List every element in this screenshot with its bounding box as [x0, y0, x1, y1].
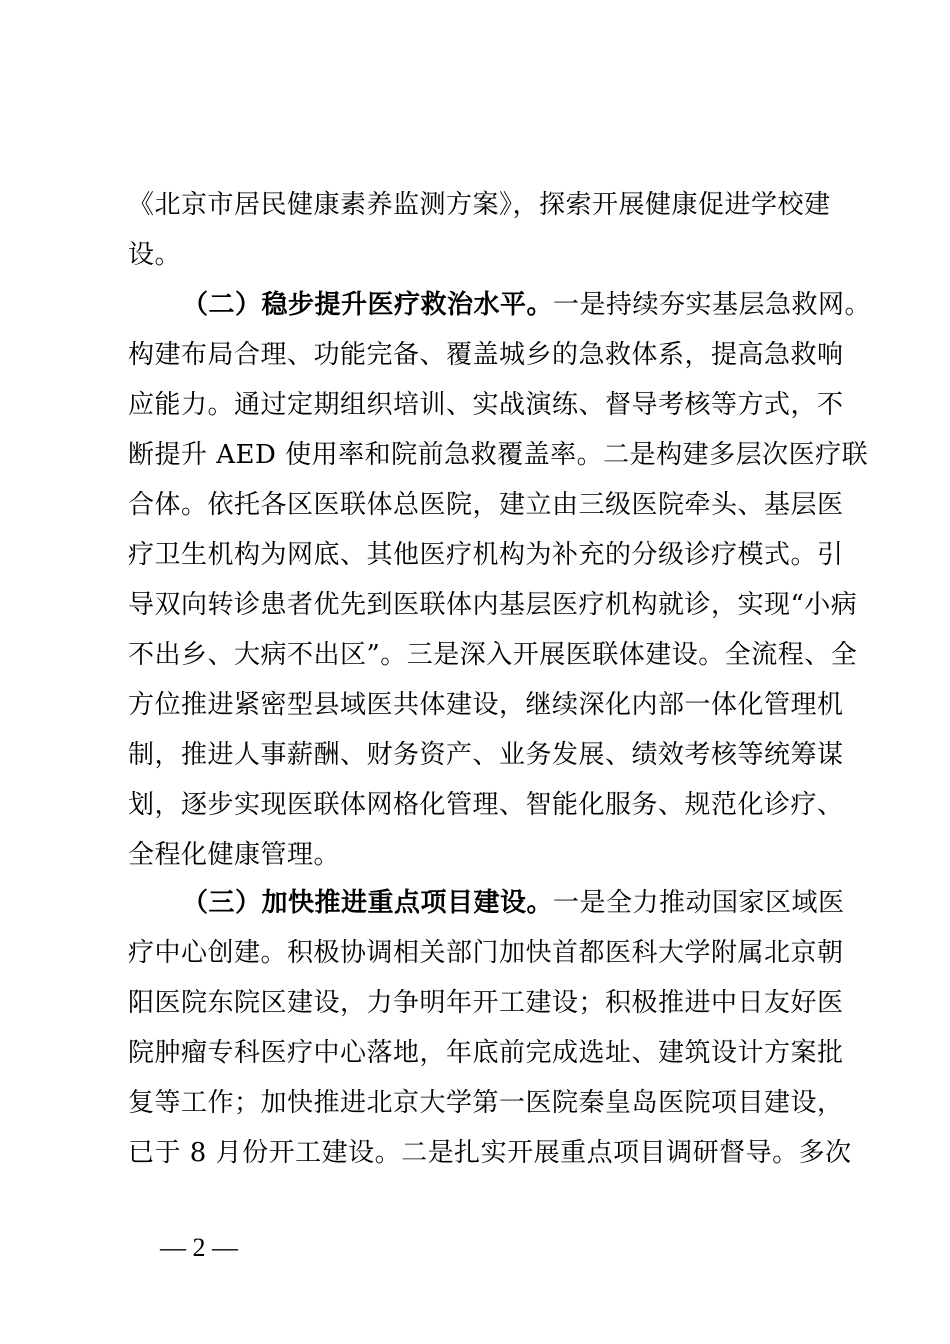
p2-line-7: 导双向转诊患者优先到医联体内基层医疗机构就诊，实现“小病 [128, 590, 858, 620]
page-number: — 2 — [160, 1233, 238, 1262]
p2-line-9: 方位推进紧密型县域医共体建设，继续深化内部一体化管理机 [128, 690, 844, 720]
p2-line-4: 断提升 AED 使用率和院前急救覆盖率。二是构建多层次医疗联 [128, 440, 869, 470]
p3-line-6: 已于 8 月份开工建设。二是扎实开展重点项目调研督导。多次 [128, 1138, 852, 1168]
p2-line-1 [182, 280, 872, 330]
section-heading-2: （二）稳步提升医疗救治水平。 [182, 290, 554, 320]
p3-line-2: 疗中心创建。积极协调相关部门加快首都医科大学附属北京朝 [128, 938, 844, 968]
p3-line-4: 院肿瘤专科医疗中心落地，年底前完成选址、建筑设计方案批 [128, 1038, 844, 1068]
p2-line-8: 不出乡、大病不出区”。三是深入开展医联体建设。全流程、全 [128, 640, 858, 670]
p2-line-1-text: 一是持续夯实基层急救网。 [553, 290, 872, 320]
p3-line-5: 复等工作；加快推进北京大学第一医院秦皇岛医院项目建设， [128, 1088, 844, 1118]
section-heading-3: （三）加快推进重点项目建设。 [182, 888, 554, 918]
p2-line-12: 全程化健康管理。 [128, 840, 341, 870]
p2-line-11: 划，逐步实现医联体网格化管理、智能化服务、规范化诊疗、 [128, 790, 844, 820]
p3-line-1 [182, 878, 845, 928]
p3-line-3: 阳医院东院区建设，力争明年开工建设；积极推进中日友好医 [128, 988, 844, 1018]
p1-line-1: 《北京市居民健康素养监测方案》，探索开展健康促进学校建 [128, 190, 831, 220]
p2-line-3: 应能力。通过定期组织培训、实战演练、督导考核等方式，不 [128, 390, 844, 420]
p2-line-10: 制，推进人事薪酬、财务资产、业务发展、绩效考核等统筹谋 [128, 740, 844, 770]
p2-line-5: 合体。依托各区医联体总医院，建立由三级医院牵头、基层医 [128, 490, 844, 520]
p3-line-1-text: 一是全力推动国家区域医 [553, 888, 845, 918]
p1-line-2: 设。 [128, 240, 182, 270]
p2-line-6: 疗卫生机构为网底、其他医疗机构为补充的分级诊疗模式。引 [128, 540, 844, 570]
p2-line-2: 构建布局合理、功能完备、覆盖城乡的急救体系，提高急救响 [128, 340, 844, 370]
